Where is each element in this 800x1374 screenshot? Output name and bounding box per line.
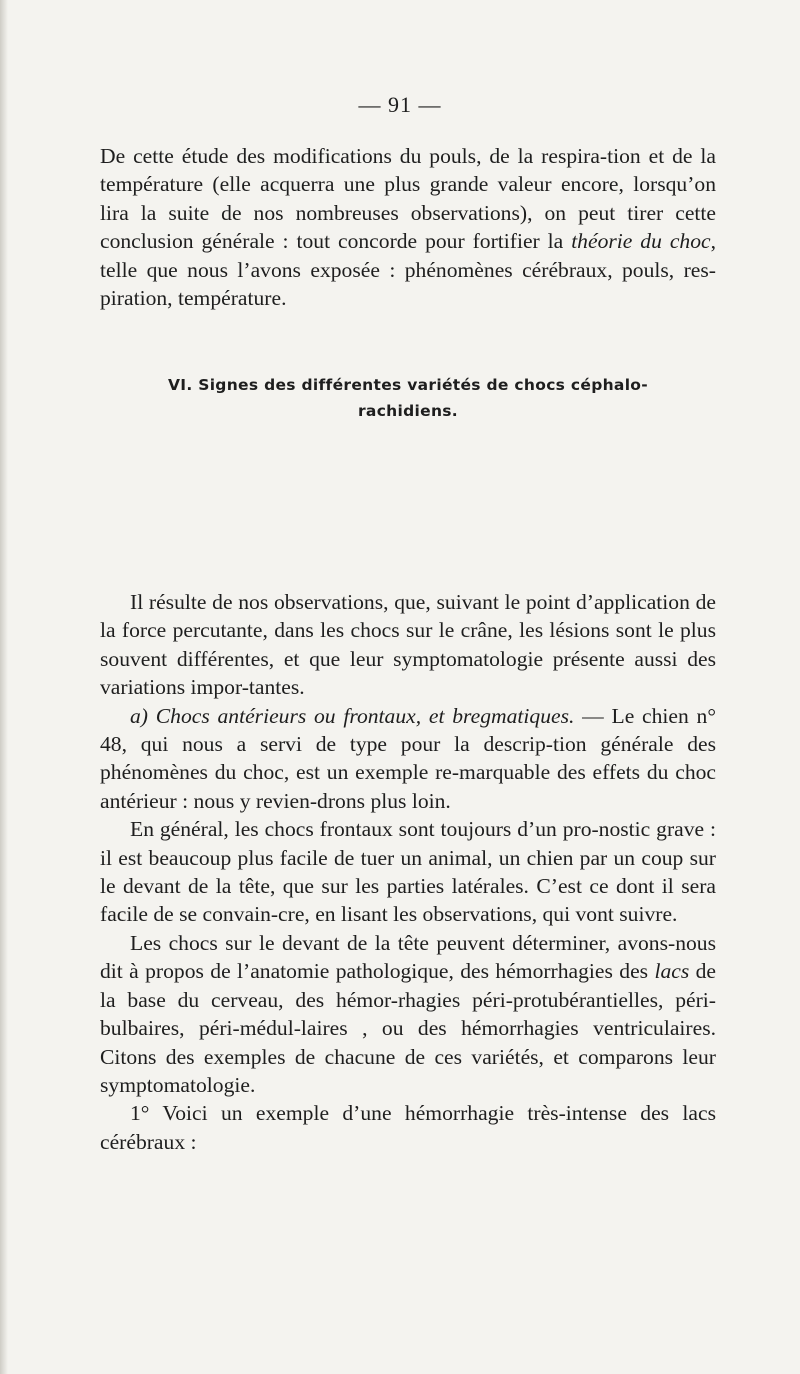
- paragraph-5: [100, 929, 716, 1099]
- paragraph-1-text-a: De cette étude des modifications du pouls, de la respira-tion et de la température (elle acquerra une plus grande valeur encore, lorsqu’on lira la suite de nos nombreuses observations), on peut tirer cette conclusion générale : tout concorde pour fortifier la: [100, 144, 716, 254]
- section-heading-line-1: VI. Signes des différentes variétés de chocs céphalo-: [167, 376, 648, 394]
- opening-paragraph-block: [100, 142, 716, 312]
- paragraph-6: 1° Voici un exemple d’une hémorrhagie très-intense des lacs cérébraux :: [100, 1101, 716, 1154]
- paragraph-5-text-b: de la base du cerveau, des hémor-rhagies péri-protubérantielles, péri-bulbaires, péri-médul-laires , ou des hémorrhagies ventriculaires. Citons des exemples de chacune de ces variétés, et comparons leur symptomatologie.: [100, 959, 717, 1097]
- section-heading-line-2: rachidiens.: [357, 402, 458, 420]
- paragraph-1: [100, 142, 716, 312]
- paragraph-3: [100, 702, 716, 816]
- paragraph-1-italic: théorie du choc: [571, 229, 711, 254]
- paragraph-3-text: — Le chien n° 48, qui nous a servi de type pour la descrip-tion générale des phénomènes du choc, est un exemple re-marquable des effets du choc antérieur : nous y revien-drons plus loin.: [100, 703, 716, 813]
- main-text-block: [100, 588, 716, 1156]
- page-number: — 91 —: [358, 92, 442, 117]
- paragraph-4: En général, les chocs frontaux sont toujours d’un pro-nostic grave : il est beaucoup plus facile de tuer un animal, un chien par un coup sur le devant de la tête, que sur les parties latérales. C’est ce dont il sera facile de se convain-cre, en lisant les observations, qui vont suivre.: [100, 817, 716, 927]
- section-heading: [100, 372, 716, 424]
- page-edge-shadow: [0, 0, 8, 1374]
- paragraph-3-italic-heading: a) Chocs antérieurs ou frontaux, et bregmatiques.: [130, 703, 575, 728]
- paragraph-5-italic: lacs: [654, 959, 690, 984]
- paragraph-2: Il résulte de nos observations, que, suivant le point d’application de la force percutante, dans les chocs sur le crâne, les lésions sont le plus souvent différentes, et que leur symptomatologie présente aussi des variations impor-tantes.: [100, 590, 716, 700]
- paragraph-1-text-b: , telle que nous l’avons exposée : phénomènes cérébraux, pouls, res-piration, température.: [100, 229, 716, 311]
- paragraph-5-text-a: Les chocs sur le devant de la tête peuvent déterminer, avons-nous dit à propos de l’anatomie pathologique, des hémorrhagies des: [100, 930, 716, 984]
